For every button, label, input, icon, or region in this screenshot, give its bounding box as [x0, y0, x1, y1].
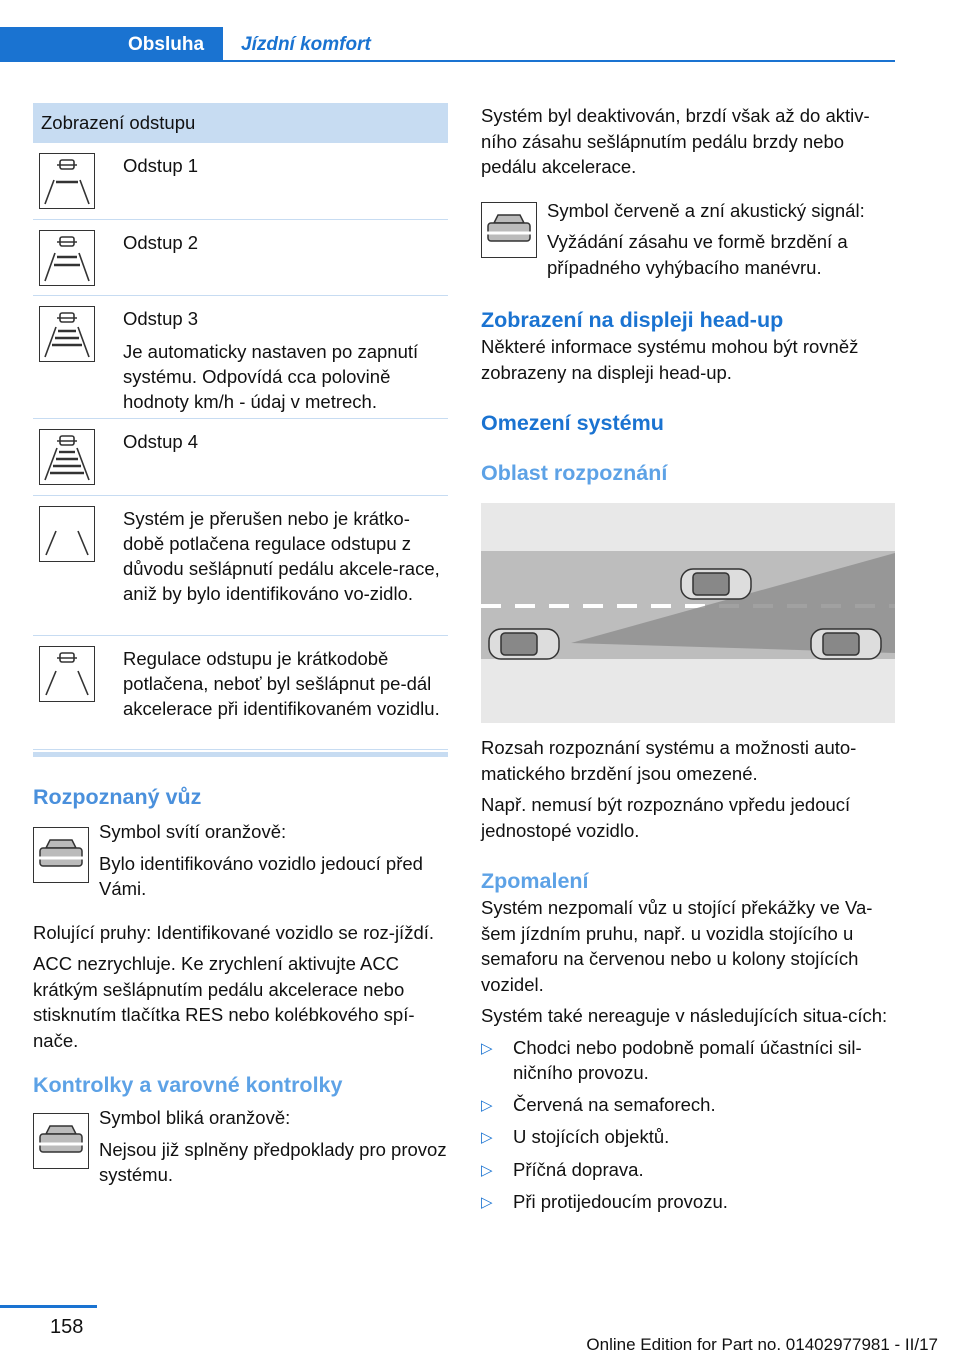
section-title: Kontrolky a varovné kontrolky	[33, 1073, 343, 1097]
text: Symbol červeně a zní akustický signál:	[547, 199, 865, 221]
section-title: Zobrazení na displeji head-up	[481, 308, 784, 332]
table-row	[33, 496, 448, 636]
footer-rule	[0, 1305, 97, 1308]
list-item: ▷ Červená na semaforech.	[481, 1092, 895, 1119]
table-row	[33, 143, 448, 220]
car-icon	[33, 1113, 89, 1169]
header-tabs	[0, 0, 960, 62]
table-row	[33, 296, 448, 419]
text: Symbol svítí oranžově:	[99, 821, 287, 842]
header-divider	[0, 60, 895, 62]
detection-range-illustration	[481, 503, 895, 723]
row-text: Je automaticky nastaven po zapnutí systému. Odpovídá cca polovině hodnoty km/h - údaj v metrech.	[123, 341, 419, 412]
car-icon	[33, 827, 89, 883]
bullet-list	[481, 1035, 895, 1216]
paragraph: Systém nezpomalí vůz u stojící překážky ve Va-šem jízdním pruhu, např. u vozidla stojícího u semaforu na červenou nebo u kolony stojících vozidel.	[481, 897, 873, 995]
icon-paragraph	[33, 819, 448, 908]
text: Symbol bliká oranžově:	[99, 1107, 291, 1128]
icon-paragraph	[481, 198, 895, 287]
right-column	[481, 103, 895, 1222]
text: Vyžádání zásahu ve formě brzdění a případného vyhýbacího manévru.	[547, 231, 848, 278]
section-title: Oblast rozpoznání	[481, 461, 668, 485]
table-end-rule	[33, 752, 448, 757]
table-row	[33, 220, 448, 296]
edition-note: Online Edition for Part no. 01402977981 - II/17	[586, 1335, 938, 1354]
car-warning-icon	[481, 202, 537, 258]
paragraph: Některé informace systému mohou být rovněž zobrazeny na displeji head-up.	[481, 336, 859, 383]
list-item: ▷ Příčná doprava.	[481, 1157, 895, 1184]
row-text: Odstup 1	[123, 155, 199, 176]
page-number: 158	[50, 1316, 84, 1338]
paragraph: Systém byl deaktivován, brzdí však až do aktiv-ního zásahu sešlápnutím pedálu brzdy nebo pedálu akcelerace.	[481, 105, 870, 177]
triangle-bullet-icon: ▷	[481, 1096, 493, 1114]
left-column	[33, 103, 448, 1194]
list-item: ▷ Chodci nebo podobně pomalí účastníci sil-ničního provozu.	[481, 1035, 895, 1086]
row-text: Regulace odstupu je krátkodobě potlačena, neboť byl sešlápnut pe-dál akcelerace při identifikovaném vozidlu.	[123, 648, 440, 719]
paragraph: Systém také nereaguje v následujících situa-cích:	[481, 1005, 888, 1026]
tab-obsluha[interactable]: Obsluha	[0, 27, 223, 62]
distance-4-icon	[39, 429, 95, 485]
paragraph: Např. nemusí být rozpoznáno vpředu jedoucí jednostopé vozidlo.	[481, 794, 851, 841]
tab-jizdni-komfort[interactable]: Jízdní komfort	[241, 34, 371, 55]
triangle-bullet-icon: ▷	[481, 1129, 493, 1146]
row-text: Odstup 4	[123, 431, 199, 452]
section-title: Omezení systému	[481, 411, 664, 435]
table-heading: Zobrazení odstupu	[33, 103, 448, 143]
table-row	[33, 419, 448, 496]
distance-3-icon	[39, 306, 95, 362]
triangle-bullet-icon: ▷	[481, 1161, 493, 1179]
list-item: ▷ Při protijedoucím provozu.	[481, 1189, 895, 1216]
triangle-bullet-icon: ▷	[481, 1194, 493, 1211]
paragraph: Rolující pruhy: Identifikované vozidlo se roz-jíždí.	[33, 921, 435, 943]
lane-lines-icon	[39, 506, 95, 562]
paragraph: ACC nezrychluje. Ke zrychlení aktivujte ACC krátkým sešlápnutím pedálu akcelerace nebo stisknutím tlačítka RES nebo kolébkového spí-nače.	[33, 953, 415, 1051]
car-lane-lines-icon	[39, 646, 95, 702]
row-text: Odstup 2	[123, 232, 199, 253]
icon-paragraph	[33, 1105, 448, 1194]
text: Nejsou již splněny předpoklady pro provoz systému.	[99, 1138, 447, 1185]
section-title: Rozpoznaný vůz	[33, 785, 202, 809]
distance-2-icon	[39, 230, 95, 286]
triangle-bullet-icon: ▷	[481, 1039, 493, 1057]
list-item: ▷ U stojících objektů.	[481, 1124, 895, 1151]
table-row	[33, 636, 448, 750]
paragraph: Rozsah rozpoznání systému a možnosti auto-matického brzdění jsou omezené.	[481, 737, 857, 784]
row-text: Systém je přerušen nebo je krátko-době potlačena regulace odstupu z důvodu sešlápnutí pedálu akcele-race, aniž by bylo identifikováno vo-zidlo.	[123, 508, 440, 604]
section-title: Zpomalení	[481, 869, 589, 893]
text: Bylo identifikováno vozidlo jedoucí před Vámi.	[99, 852, 423, 899]
row-text: Odstup 3	[123, 308, 199, 329]
distance-1-icon	[39, 153, 95, 209]
